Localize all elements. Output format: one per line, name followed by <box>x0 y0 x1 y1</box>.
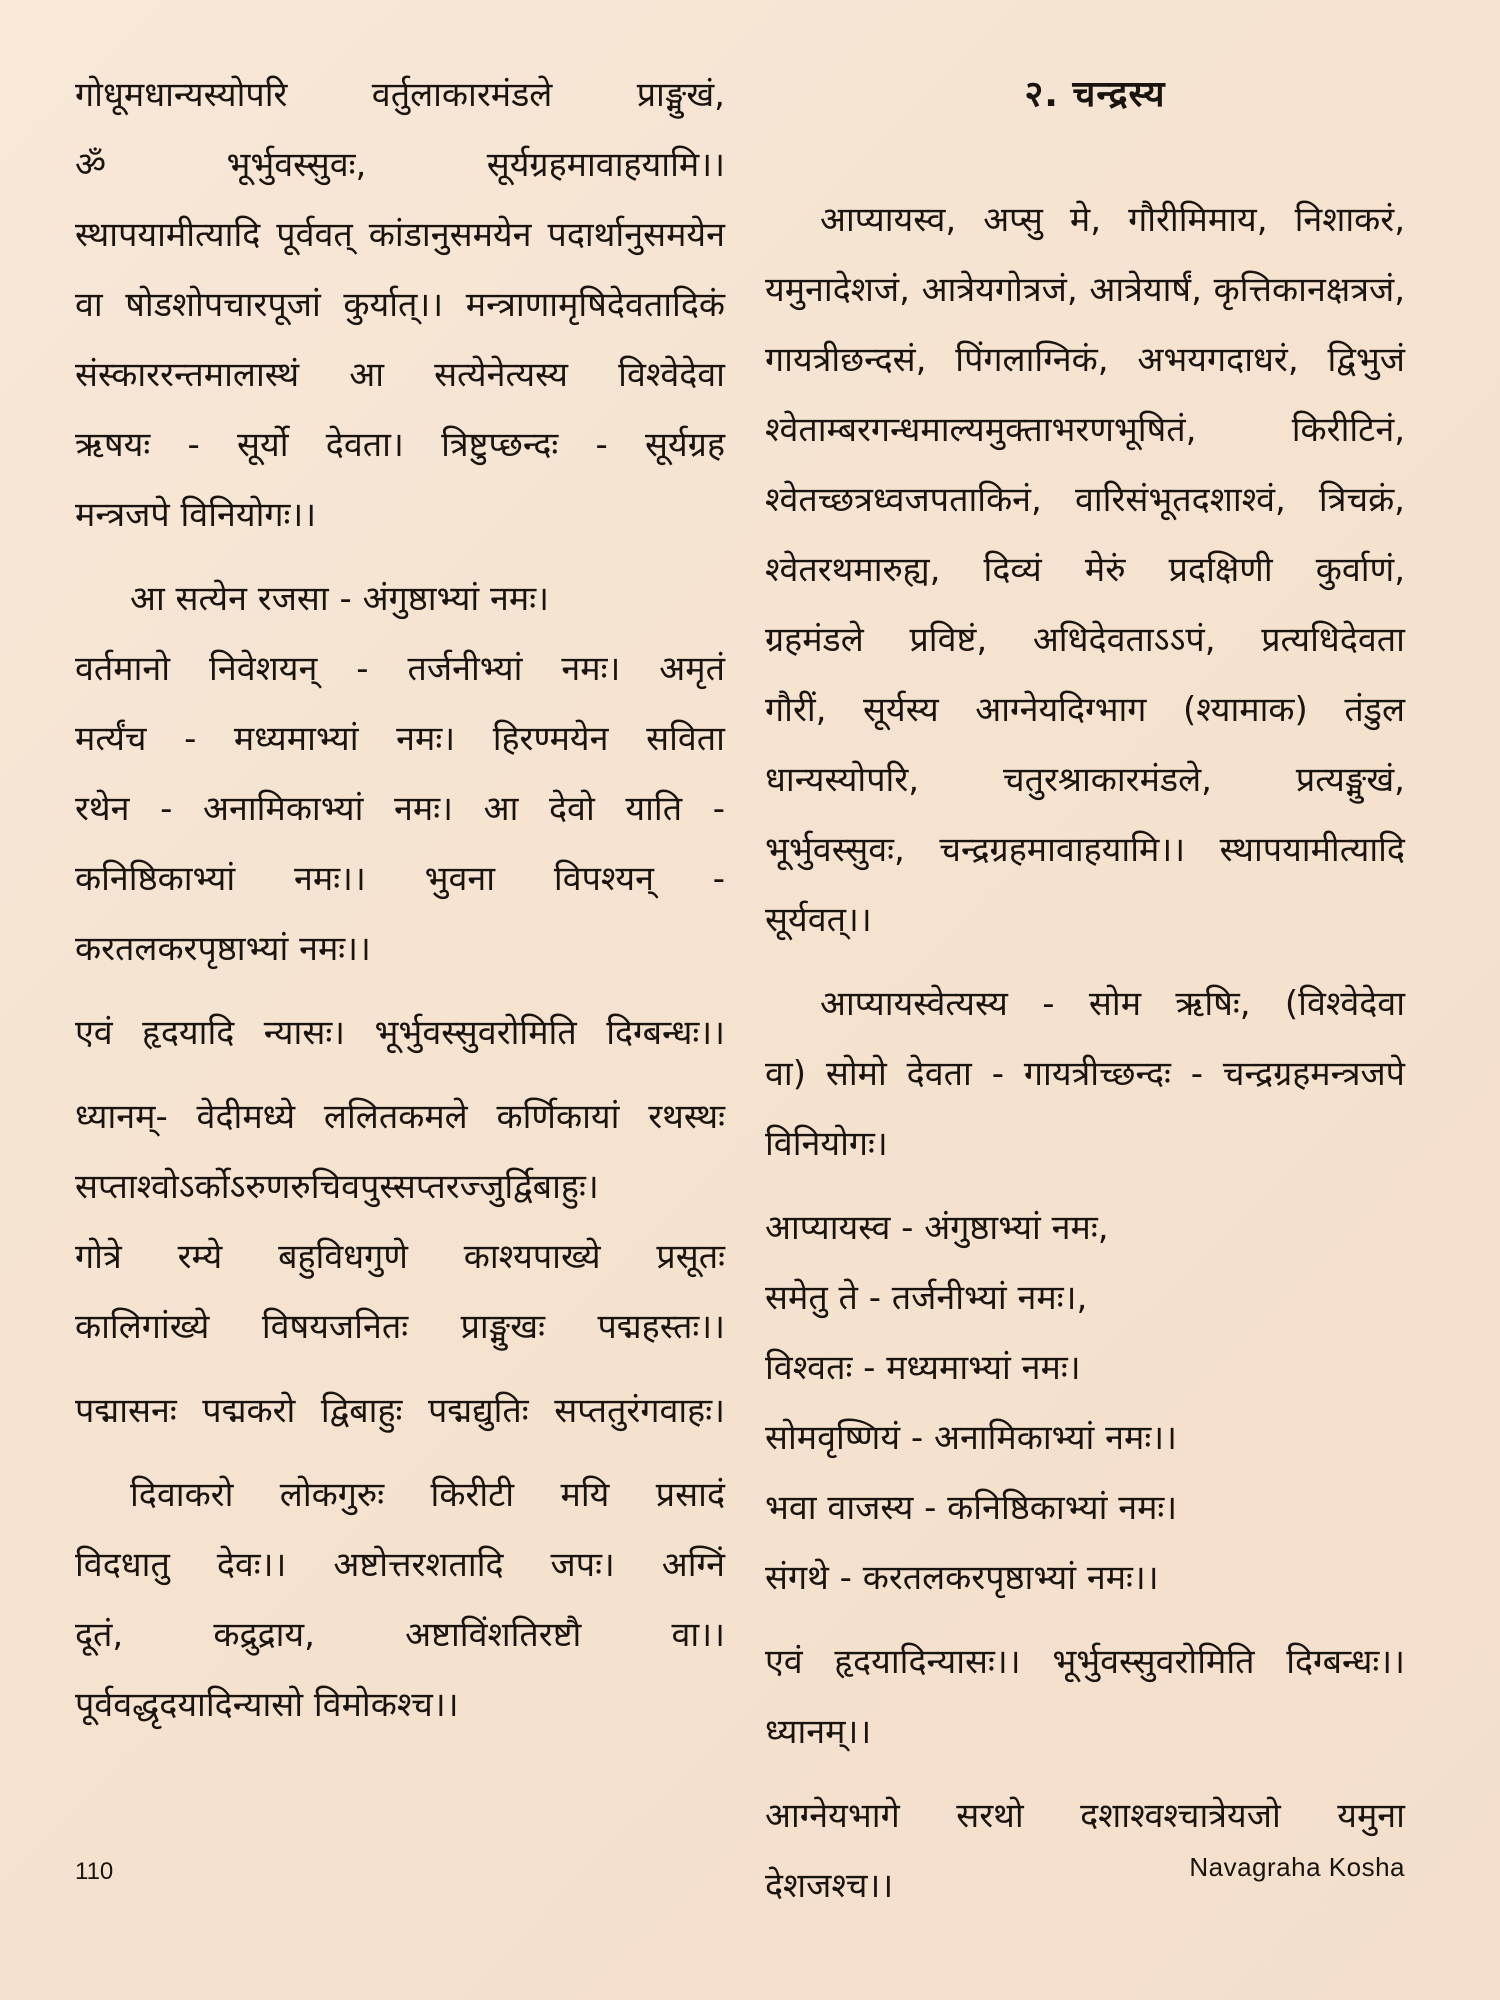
text-line: सोमवृष्णियं - अनामिकाभ्यां नमः।। <box>765 1418 1177 1458</box>
text-line: वा) सोमो देवता - गायत्रीच्छन्दः - चन्द्रग्रहमन्त्रजपे <box>765 1054 1405 1094</box>
section-title: २. चन्द्रस्य <box>1024 74 1166 115</box>
text-line: पद्मासनः पद्मकरो द्विबाहुः पद्मद्युतिः सप्ततुरंगवाहः। <box>75 1391 725 1431</box>
text-line: कालिगांख्ये विषयजनितः प्राङ्मुखः पद्महस्तः।। <box>75 1307 725 1347</box>
left-column <box>75 60 725 1754</box>
text-line: गोत्रे रम्ये बहुविधगुणे काश्यपाख्ये प्रसूतः <box>75 1237 725 1277</box>
text-line: संस्काररन्तमालास्थं आ सत्येनेत्यस्य विश्वेदेवा <box>75 355 725 395</box>
text-line: यमुनादेशजं, आत्रेयगोत्रजं, आत्रेयार्षं, कृत्तिकानक्षत्रजं, <box>765 270 1405 310</box>
text-line: श्वेताम्बरगन्धमाल्यमुक्ताभरणभूषितं, किरीटिनं, <box>765 410 1405 450</box>
text-line: ॐ भूर्भुवस्सुवः, सूर्यग्रहमावाहयामि।। <box>75 145 725 185</box>
text-line: संगथे - करतलकरपृष्ठाभ्यां नमः।। <box>765 1558 1159 1598</box>
text-line: गायत्रीछन्दसं, पिंगलाग्निकं, अभयगदाधरं, द्विभुजं <box>765 340 1405 380</box>
text-line: विनियोगः। <box>765 1124 888 1164</box>
text-line: श्वेतच्छत्रध्वजपताकिनं, वारिसंभूतदशाश्वं, त्रिचक्रं, <box>765 480 1405 520</box>
text-line: कनिष्ठिकाभ्यां नमः।। भुवना विपश्यन् - <box>75 859 725 899</box>
text-line: सप्ताश्वोऽर्कोऽरुणरुचिवपुस्सप्तरज्जुर्द्विबाहुः। <box>75 1167 599 1207</box>
right-paragraph-3 <box>765 1193 1405 1613</box>
right-paragraph-4 <box>765 1627 1405 1767</box>
text-line: स्थापयामीत्यादि पूर्ववत् कांडानुसमयेन पदार्थानुसमयेन <box>75 215 725 255</box>
text-line: दूतं, कद्रुद्राय, अष्टाविंशतिरष्टौ वा।। <box>75 1615 725 1655</box>
text-line: ध्यानम्- वेदीमध्ये ललितकमले कर्णिकायां रथस्थः <box>75 1097 725 1137</box>
right-column <box>765 60 1405 1935</box>
text-line: ऋषयः - सूर्यो देवता। त्रिष्टुप्छन्दः - सूर्यग्रह <box>75 425 725 465</box>
text-line: देशजश्च।। <box>765 1866 894 1906</box>
text-line: पूर्ववद्धृदयादिन्यासो विमोकश्च।। <box>75 1685 459 1725</box>
text-line: आप्यायस्व - अंगुष्ठाभ्यां नमः, <box>765 1208 1109 1248</box>
left-paragraph-6 <box>75 1460 725 1740</box>
text-line: आग्नेयभागे सरथो दशाश्वश्चात्रेयजो यमुना <box>765 1796 1405 1836</box>
text-line: श्वेतरथमारुह्य, दिव्यं मेरुं प्रदक्षिणी कुर्वाणं, <box>765 550 1405 590</box>
text-line: आप्यायस्वेत्यस्य - सोम ऋषिः, (विश्वेदेवा <box>820 984 1405 1024</box>
text-line: ग्रहमंडले प्रविष्टं, अधिदेवताऽऽपं, प्रत्यधिदेवता <box>765 620 1405 660</box>
book-title: Navagraha Kosha <box>1189 1852 1405 1882</box>
text-line: धान्यस्योपरि, चतुरश्राकारमंडले, प्रत्यङ्मुखं, <box>765 760 1405 800</box>
text-line: वर्तमानो निवेशयन् - तर्जनीभ्यां नमः। अमृतं <box>75 649 725 689</box>
text-line: सूर्यवत्।। <box>765 900 872 940</box>
text-line: रथेन - अनामिकाभ्यां नमः। आ देवो याति - <box>75 789 725 829</box>
page-number: 110 <box>75 1858 114 1885</box>
text-line: समेतु ते - तर्जनीभ्यां नमः।, <box>765 1278 1088 1318</box>
text-line: गोधूमधान्यस्योपरि वर्तुलाकारमंडले प्राङ्मुखं, <box>75 75 725 115</box>
text-line: मन्त्रजपे विनियोगः।। <box>75 495 317 535</box>
text-line: वा षोडशोपचारपूजां कुर्यात्।। मन्त्राणामृषिदेवतादिकं <box>75 285 725 325</box>
text-line: करतलकरपृष्ठाभ्यां नमः।। <box>75 929 371 969</box>
text-line: भूर्भुवस्सुवः, चन्द्रग्रहमावाहयामि।। स्थापयामीत्यादि <box>765 830 1405 870</box>
text-line: गौरीं, सूर्यस्य आग्नेयदिग्भाग (श्यामाक) तंडुल <box>765 690 1405 730</box>
text-line: दिवाकरो लोकगुरुः किरीटी मयि प्रसादं <box>130 1475 725 1515</box>
right-paragraph-5 <box>765 1781 1405 1921</box>
text-line: आप्यायस्व, अप्सु मे, गौरीमिमाय, निशाकरं, <box>820 200 1405 240</box>
text-line: विदधातु देवः।। अष्टोत्तरशतादि जपः। अग्निं <box>75 1545 725 1585</box>
text-line: भवा वाजस्य - कनिष्ठिकाभ्यां नमः। <box>765 1488 1178 1528</box>
text-line: एवं हृदयादिन्यासः।। भूर्भुवस्सुवरोमिति दिग्बन्धः।। <box>765 1642 1405 1682</box>
text-line: आ सत्येन रजसा - अंगुष्ठाभ्यां नमः। <box>130 579 549 619</box>
text-line: मर्त्यंच - मध्यमाभ्यां नमः। हिरण्मयेन सविता <box>75 719 725 759</box>
left-paragraph-2 <box>75 564 725 984</box>
right-paragraph-2 <box>765 969 1405 1179</box>
left-paragraph-1 <box>75 60 725 550</box>
text-line: एवं हृदयादि न्यासः। भूर्भुवस्सुवरोमिति दिग्बन्धः।। <box>75 1013 725 1053</box>
left-paragraph-5 <box>75 1376 725 1446</box>
left-paragraph-4 <box>75 1082 725 1362</box>
left-paragraph-3 <box>75 998 725 1068</box>
right-paragraph-1 <box>765 185 1405 955</box>
text-line: ध्यानम्।। <box>765 1712 872 1752</box>
text-line: विश्वतः - मध्यमाभ्यां नमः। <box>765 1348 1081 1388</box>
